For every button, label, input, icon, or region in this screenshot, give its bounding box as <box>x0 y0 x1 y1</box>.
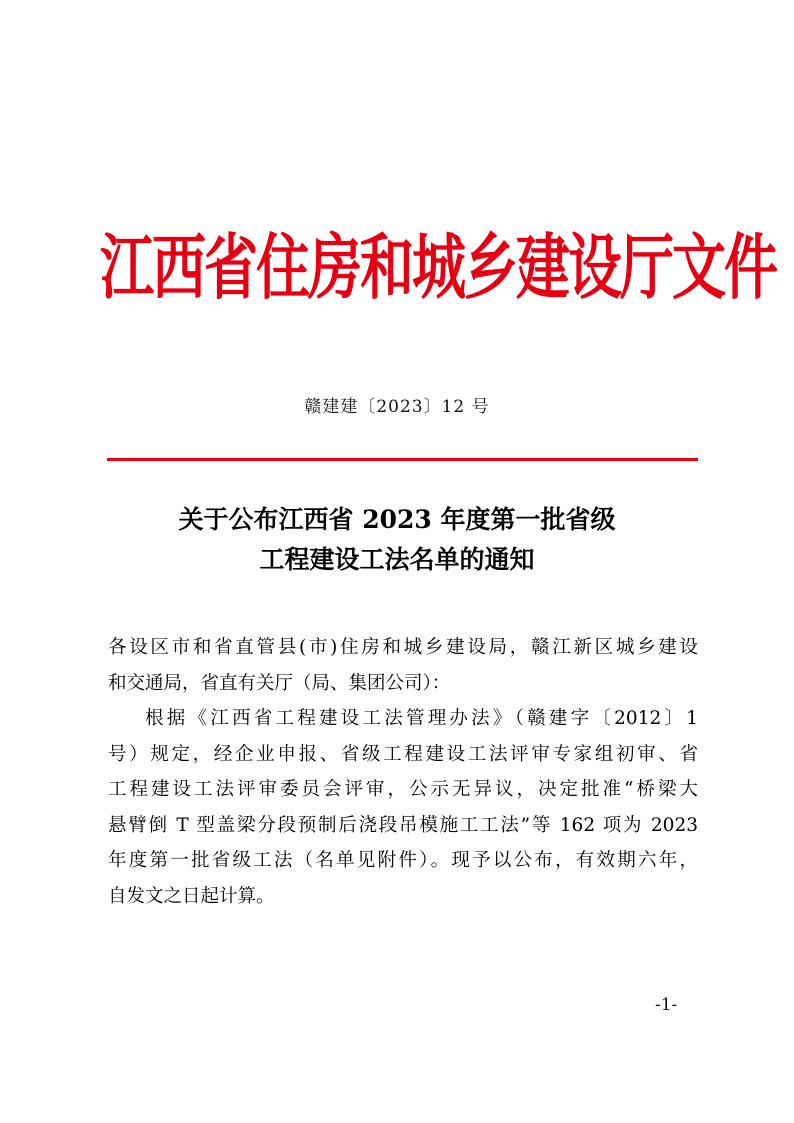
notice-title-line-1: 关于公布江西省 2023 年度第一批省级 <box>178 505 616 534</box>
body-line-paragraph-1: 根据《江西省工程建设工法管理办法》（赣建字〔2012〕1 <box>145 708 698 729</box>
body-line-paragraph-4: 悬臂倒 T 型盖梁分段预制后浇段吊模施工工法”等 162 项为 2023 <box>108 814 698 836</box>
notice-title-line-2: 工程建设工法名单的通知 <box>259 545 535 574</box>
issuer-header-title: 江西省住房和城乡建设厅文件 <box>100 224 776 310</box>
document-number: 赣建建〔2023〕12 号 <box>304 397 490 417</box>
red-divider-line <box>107 458 698 461</box>
body-line-paragraph-5: 年度第一批省级工法（名单见附件）。现予以公布，有效期六年， <box>108 850 698 871</box>
body-line-paragraph-3: 工程建设工法评审委员会评审，公示无异议，决定批准“桥梁大 <box>108 779 698 800</box>
notice-title <box>0 500 794 580</box>
body-line-paragraph-6: 自发文之日起计算。 <box>108 885 275 907</box>
body-line-paragraph-2: 号）规定，经企业申报、省级工程建设工法评审专家组初审、省 <box>108 743 698 765</box>
body-line-addressees-2: 和交通局，省直有关厅（局、集团公司）： <box>108 672 451 694</box>
notice-body <box>108 630 698 914</box>
page-number: -1- <box>655 995 678 1015</box>
body-line-addressees-1: 各设区市和省直管县(市)住房和城乡建设局，赣江新区城乡建设 <box>108 637 699 658</box>
